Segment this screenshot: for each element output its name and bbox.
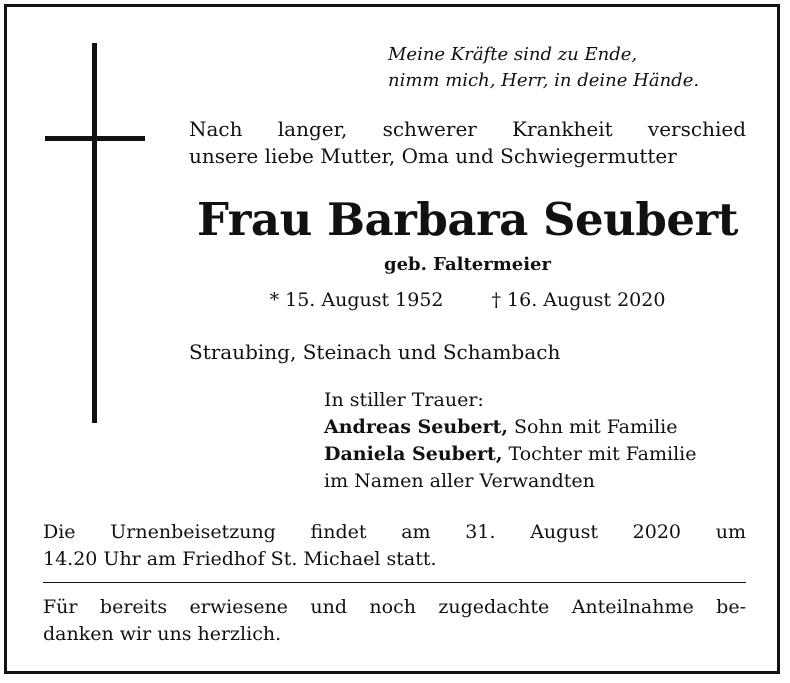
mourning-heading: In stiller Trauer: xyxy=(324,389,484,411)
motto-verse xyxy=(388,42,748,94)
cross-horizontal-bar xyxy=(45,136,145,141)
mourner-name: Daniela Seubert, xyxy=(324,443,503,465)
thanks-line-1: Für bereits erwiesene und noch zugedachte Anteilnahme be- xyxy=(43,596,746,618)
places-line: Straubing, Steinach und Schambach xyxy=(189,340,561,364)
thanks-note xyxy=(43,594,746,648)
mourning-closing: im Namen aller Verwandten xyxy=(324,470,595,492)
death-date: † 16. August 2020 xyxy=(491,289,666,311)
burial-info xyxy=(43,519,746,573)
life-dates xyxy=(189,286,746,314)
mourner-relation: Tochter mit Familie xyxy=(508,443,697,465)
burial-line-1: Die Urnenbeisetzung findet am 31. August 2020 um xyxy=(43,521,746,543)
intro-text xyxy=(189,116,746,170)
intro-line-2: unsere liebe Mutter, Oma und Schwiegermutter xyxy=(189,144,677,168)
thanks-line-2: danken wir uns herzlich. xyxy=(43,623,282,645)
birth-date: * 15. August 1952 xyxy=(269,289,444,311)
mourner-row xyxy=(324,441,748,468)
intro-line-1: Nach langer, schwerer Krankheit verschied xyxy=(189,117,746,141)
cross-vertical-bar xyxy=(92,43,97,423)
motto-line-2: nimm mich, Herr, in deine Hände. xyxy=(388,70,700,91)
deceased-name: Frau Barbara Seubert xyxy=(197,193,738,246)
mourner-row xyxy=(324,414,748,441)
burial-line-2: 14.20 Uhr am Friedhof St. Michael statt. xyxy=(43,548,437,570)
maiden-name: geb. Faltermeier xyxy=(384,254,551,275)
mourner-relation: Sohn mit Familie xyxy=(514,416,678,438)
motto-line-1: Meine Kräfte sind zu Ende, xyxy=(388,44,638,65)
divider-line xyxy=(43,582,746,583)
mourner-name: Andreas Seubert, xyxy=(324,416,508,438)
mourners-block xyxy=(324,387,748,495)
